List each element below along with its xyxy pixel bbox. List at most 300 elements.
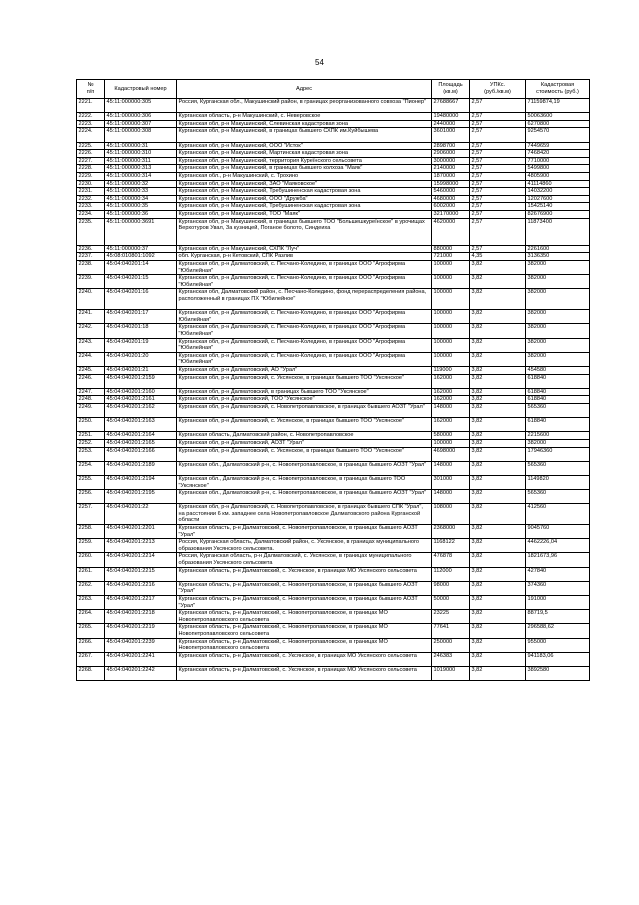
table-row bbox=[77, 142, 590, 150]
area-cell: 246383 bbox=[432, 652, 470, 666]
row-number-cell: 2247. bbox=[77, 388, 105, 396]
table-row bbox=[77, 504, 590, 525]
cadastral-value-cell: 50063600 bbox=[526, 113, 590, 121]
row-number-cell: 2258. bbox=[77, 525, 105, 539]
table-row bbox=[77, 638, 590, 652]
cadastral-value-cell: 382000 bbox=[526, 352, 590, 366]
table-row bbox=[77, 439, 590, 447]
row-number-cell: 2221. bbox=[77, 99, 105, 113]
address-cell: Курганская область, р-н Далматовский, с. Новопетропавловское, в границах МО Новопетропавловского сельсовета bbox=[177, 624, 432, 638]
address-cell: Курганская обл, р-н Далматовский, в границах бывшего ТОО "Уксянское" bbox=[177, 388, 432, 396]
table-row bbox=[77, 113, 590, 121]
row-number-cell: 2254. bbox=[77, 461, 105, 475]
cadastral-number-cell: 45:11:000000:37 bbox=[105, 245, 177, 253]
address-cell: Курганская обл, р-н Далматовский, с. Уксянское, в границах бывшего ТОО "Уксянское" bbox=[177, 374, 432, 388]
table-row bbox=[77, 275, 590, 289]
address-cell: Курганская область, р-н Далматовский, с. Новопетропавловское, в границах бывшего АОЗТ "Урал" bbox=[177, 596, 432, 610]
cadastral-value-cell: 618840 bbox=[526, 396, 590, 404]
row-number-cell: 2225. bbox=[77, 142, 105, 150]
table-header-row bbox=[77, 80, 590, 99]
row-number-cell: 2250. bbox=[77, 418, 105, 432]
upks-cell: 3,82 bbox=[470, 396, 526, 404]
upks-cell: 2,57 bbox=[470, 172, 526, 180]
row-number-cell: 2264. bbox=[77, 610, 105, 624]
upks-cell: 3,82 bbox=[470, 461, 526, 475]
cadastral-value-cell: 382000 bbox=[526, 275, 590, 289]
cadastral-value-cell: 618840 bbox=[526, 374, 590, 388]
row-number-cell: 2266. bbox=[77, 638, 105, 652]
address-cell: Курганская обл, р-н Далматовский, с. Песчано-Коледино, в границах ООО "Агрофирма "Юбилейная" bbox=[177, 324, 432, 338]
area-cell: 4680000 bbox=[432, 195, 470, 203]
area-cell: 98000 bbox=[432, 581, 470, 595]
row-number-cell: 2251. bbox=[77, 432, 105, 440]
cadastral-number-cell: 45:04:040201:2189 bbox=[105, 461, 177, 475]
area-cell: 77641 bbox=[432, 624, 470, 638]
table-row bbox=[77, 418, 590, 432]
area-cell: 2368000 bbox=[432, 525, 470, 539]
area-cell: 721000 bbox=[432, 253, 470, 261]
cadastral-value-cell: 71159874,19 bbox=[526, 99, 590, 113]
area-cell: 162000 bbox=[432, 418, 470, 432]
table-row bbox=[77, 180, 590, 188]
page-number: 54 bbox=[315, 58, 324, 67]
address-cell: Курганская область, р-н Далматовский, с. Новопетропавловское, в границах МО Новопетропавловского сельсовета bbox=[177, 638, 432, 652]
area-cell: 50000 bbox=[432, 596, 470, 610]
cadastral-value-cell: 618840 bbox=[526, 418, 590, 432]
cadastral-value-cell: 565360 bbox=[526, 490, 590, 504]
upks-cell: 2,57 bbox=[470, 245, 526, 253]
cadastral-number-cell: 45:11:000000:314 bbox=[105, 172, 177, 180]
area-cell: 100000 bbox=[432, 338, 470, 352]
address-cell: Курганская обл, р-н Далматовский, с. Песчано-Коледино, в границах ООО "Агрофирма Юбилейная" bbox=[177, 310, 432, 324]
table-row bbox=[77, 253, 590, 261]
address-cell: Курганская обл, р-н Макушинский, в границах бывшего ТОО "Большешкуреїнское" в урочищах Верхотуров Увал, За кузницей, Поганое болото, Синдеиха bbox=[177, 218, 432, 245]
upks-cell: 2,57 bbox=[470, 218, 526, 245]
table-row bbox=[77, 596, 590, 610]
row-number-cell: 2256. bbox=[77, 490, 105, 504]
address-cell: Курганская обл, р-н Далматовский, ТОО "Уксянское" bbox=[177, 396, 432, 404]
row-number-cell: 2268. bbox=[77, 666, 105, 680]
cadastral-number-cell: 45:04:040201:2162 bbox=[105, 403, 177, 417]
header-cadastral-value: Кадастровая стоимость (руб.) bbox=[526, 80, 590, 99]
address-cell: Курганская обл, р-н Макушинский, территория Куреїнского сельсовета bbox=[177, 157, 432, 165]
area-cell: 250000 bbox=[432, 638, 470, 652]
address-cell: Курганская обл, р-н Далматовский, с. Новопетропавловское, в границах бывшего СПК "Урал", на расстоянии 6 км. западнее села Новопетропавловское Далматовского района Курганской области bbox=[177, 504, 432, 525]
address-cell: Курганская обл, р-н Далматовский, с. Уксянское, в границах бывшего ТОО "Уксянское" bbox=[177, 418, 432, 432]
area-cell: 2140000 bbox=[432, 165, 470, 173]
cadastral-value-cell: 565360 bbox=[526, 461, 590, 475]
row-number-cell: 2222. bbox=[77, 113, 105, 121]
upks-cell: 3,82 bbox=[470, 638, 526, 652]
header-area: Площадь (кв.м) bbox=[432, 80, 470, 99]
cadastral-value-cell: 9045760 bbox=[526, 525, 590, 539]
cadastral-number-cell: 45:04:040201:22 bbox=[105, 504, 177, 525]
cadastral-value-cell: 427840 bbox=[526, 567, 590, 581]
table-row bbox=[77, 624, 590, 638]
upks-cell: 3,82 bbox=[470, 367, 526, 375]
row-number-cell: 2259. bbox=[77, 539, 105, 553]
cadastral-number-cell: 45:04:040201:2241 bbox=[105, 652, 177, 666]
address-cell: Курганская обл, р-н Далматовский, с. Уксянское, в границах бывшего ТОО "Уксянское" bbox=[177, 447, 432, 461]
row-number-cell: 2237. bbox=[77, 253, 105, 261]
table-row bbox=[77, 210, 590, 218]
cadastral-value-cell: 88719,5 bbox=[526, 610, 590, 624]
row-number-cell: 2248. bbox=[77, 396, 105, 404]
address-cell: Курганская обл, р-н Макушинский, в границах бывшего СХПК им.Куйбышева bbox=[177, 128, 432, 142]
area-cell: 4698000 bbox=[432, 447, 470, 461]
cadastral-number-cell: 45:04:040201:2219 bbox=[105, 624, 177, 638]
row-number-cell: 2253. bbox=[77, 447, 105, 461]
row-number-cell: 2262. bbox=[77, 581, 105, 595]
area-cell: 148000 bbox=[432, 490, 470, 504]
upks-cell: 2,57 bbox=[470, 128, 526, 142]
upks-cell: 2,57 bbox=[470, 180, 526, 188]
table-row bbox=[77, 374, 590, 388]
address-cell: Курганская обл, р-н Далматовский, с. Песчано-Коледино, в границах ООО "Агрофирма "Юбилейная" bbox=[177, 275, 432, 289]
address-cell: Россия, Курганская область, р-н Далматовский, с. Уксянское, в границах муниципального образования Уксянского сельсовета bbox=[177, 553, 432, 567]
upks-cell: 3,82 bbox=[470, 439, 526, 447]
area-cell: 100000 bbox=[432, 439, 470, 447]
table-row bbox=[77, 261, 590, 275]
area-cell: 2906000 bbox=[432, 150, 470, 158]
cadastral-number-cell: 45:11:000000:32 bbox=[105, 180, 177, 188]
table-row bbox=[77, 567, 590, 581]
table-row bbox=[77, 447, 590, 461]
cadastral-number-cell: 45:04:040201:20 bbox=[105, 352, 177, 366]
row-number-cell: 2231. bbox=[77, 188, 105, 196]
address-cell: Курганская обл, р-н Макушинский, в границах бывшего колхоза "Маяк" bbox=[177, 165, 432, 173]
area-cell: 148000 bbox=[432, 403, 470, 417]
address-cell: Курганская обл, р-н Далматовский, с. Песчано-Коледино, в границах ООО "Агрофирма "Юбилейная" bbox=[177, 261, 432, 275]
cadastral-number-cell: 45:04:040201:14 bbox=[105, 261, 177, 275]
cadastral-number-cell: 45:04:040201:2213 bbox=[105, 539, 177, 553]
table-row bbox=[77, 367, 590, 375]
area-cell: 108000 bbox=[432, 504, 470, 525]
table-row bbox=[77, 553, 590, 567]
area-cell: 1019000 bbox=[432, 666, 470, 680]
row-number-cell: 2239. bbox=[77, 275, 105, 289]
row-number-cell: 2260. bbox=[77, 553, 105, 567]
header-address: Адрес bbox=[177, 80, 432, 99]
upks-cell: 2,57 bbox=[470, 142, 526, 150]
upks-cell: 2,57 bbox=[470, 157, 526, 165]
upks-cell: 3,82 bbox=[470, 666, 526, 680]
row-number-cell: 2229. bbox=[77, 172, 105, 180]
cadastral-number-cell: 45:04:040201:2159 bbox=[105, 374, 177, 388]
cadastral-value-cell: 412560 bbox=[526, 504, 590, 525]
area-cell: 301000 bbox=[432, 475, 470, 489]
cadastral-number-cell: 45:11:000000:311 bbox=[105, 157, 177, 165]
row-number-cell: 2255. bbox=[77, 475, 105, 489]
upks-cell: 3,82 bbox=[470, 624, 526, 638]
table-row bbox=[77, 338, 590, 352]
row-number-cell: 2244. bbox=[77, 352, 105, 366]
table-body bbox=[77, 99, 590, 681]
table-row bbox=[77, 165, 590, 173]
cadastral-value-cell: 1821673,96 bbox=[526, 553, 590, 567]
upks-cell: 3,82 bbox=[470, 525, 526, 539]
table-row bbox=[77, 120, 590, 128]
upks-cell: 3,82 bbox=[470, 338, 526, 352]
upks-cell: 3,82 bbox=[470, 447, 526, 461]
area-cell: 6002000 bbox=[432, 203, 470, 211]
address-cell: Курганская область, р-н Далматовский, с. Новопетропавловское, в границах МО Новопетропавловского сельсовета bbox=[177, 610, 432, 624]
cadastral-number-cell: 45:08:010801:1092 bbox=[105, 253, 177, 261]
cadastral-value-cell: 374360 bbox=[526, 581, 590, 595]
cadastral-value-cell: 6270800 bbox=[526, 120, 590, 128]
cadastral-table bbox=[76, 79, 590, 681]
area-cell: 100000 bbox=[432, 352, 470, 366]
upks-cell: 3,82 bbox=[470, 374, 526, 388]
address-cell: Курганская обл, р-н Далматовский, с. Песчано-Коледино, в границах ООО "Агрофирма "Юбилейная" bbox=[177, 338, 432, 352]
area-cell: 23225 bbox=[432, 610, 470, 624]
upks-cell: 3,82 bbox=[470, 352, 526, 366]
table-row bbox=[77, 310, 590, 324]
area-cell: 27688667 bbox=[432, 99, 470, 113]
area-cell: 32170000 bbox=[432, 210, 470, 218]
cadastral-number-cell: 45:04:040201:21 bbox=[105, 367, 177, 375]
address-cell: Курганская обл, р-н Макушинский, ООО "Дружба" bbox=[177, 195, 432, 203]
address-cell: Курганская обл., р-н Макушинский, с. Трохино bbox=[177, 172, 432, 180]
table-row bbox=[77, 461, 590, 475]
table-row bbox=[77, 99, 590, 113]
row-number-cell: 2234. bbox=[77, 210, 105, 218]
cadastral-value-cell: 955000 bbox=[526, 638, 590, 652]
address-cell: Курганская обл, р-н Макушинский, СХПК "Луч" bbox=[177, 245, 432, 253]
address-cell: Курганская обл, р-н Макушинский, Мартинская кадастровая зона bbox=[177, 150, 432, 158]
area-cell: 119000 bbox=[432, 367, 470, 375]
address-cell: Курганская область, р-н Макушинский, с. Неверовское bbox=[177, 113, 432, 121]
table-row bbox=[77, 539, 590, 553]
row-number-cell: 2230. bbox=[77, 180, 105, 188]
address-cell: Курганская обл., Далматовский р-н, с. Новопетропавловское, в границах бывшего АОЗТ "Урал" bbox=[177, 490, 432, 504]
cadastral-number-cell: 45:11:000000:306 bbox=[105, 113, 177, 121]
upks-cell: 3,82 bbox=[470, 490, 526, 504]
address-cell: Курганская область, р-н Далматовский, с. Уксянское, в границах МО Уксянского сельсовета bbox=[177, 567, 432, 581]
upks-cell: 3,82 bbox=[470, 388, 526, 396]
address-cell: Курганская обл, р-н Далматовский, АО "Урал" bbox=[177, 367, 432, 375]
upks-cell: 3,82 bbox=[470, 275, 526, 289]
area-cell: 4620000 bbox=[432, 218, 470, 245]
cadastral-value-cell: 7449659 bbox=[526, 142, 590, 150]
upks-cell: 3,82 bbox=[470, 403, 526, 417]
address-cell: Курганская область, р-н Далматовский, с. Уксянское, в границах МО Уксянского сельсовета bbox=[177, 652, 432, 666]
cadastral-value-cell: 382000 bbox=[526, 310, 590, 324]
table-row bbox=[77, 666, 590, 680]
upks-cell: 3,82 bbox=[470, 652, 526, 666]
header-cadastral-number: Кадастровый номер bbox=[105, 80, 177, 99]
cadastral-value-cell: 382000 bbox=[526, 439, 590, 447]
upks-cell: 3,82 bbox=[470, 610, 526, 624]
cadastral-value-cell: 14032200 bbox=[526, 188, 590, 196]
table-row bbox=[77, 475, 590, 489]
area-cell: 2440000 bbox=[432, 120, 470, 128]
upks-cell: 3,82 bbox=[470, 261, 526, 275]
table-row bbox=[77, 403, 590, 417]
area-cell: 2898700 bbox=[432, 142, 470, 150]
table-row bbox=[77, 432, 590, 440]
cadastral-value-cell: 941183,06 bbox=[526, 652, 590, 666]
table-row bbox=[77, 289, 590, 310]
row-number-cell: 2233. bbox=[77, 203, 105, 211]
area-cell: 100000 bbox=[432, 261, 470, 275]
cadastral-value-cell: 17946360 bbox=[526, 447, 590, 461]
table-row bbox=[77, 218, 590, 245]
address-cell: Курганская область, р-н Далматовский, с. Новопетропавловское, в границах бывшего АОЗТ "Урал" bbox=[177, 581, 432, 595]
address-cell: Курганская обл, р-н Далматовский, с. Новопетропавловское, в границах бывшего АОЗТ "Урал" bbox=[177, 403, 432, 417]
cadastral-value-cell: 4805900 bbox=[526, 172, 590, 180]
cadastral-value-cell: 4462226,04 bbox=[526, 539, 590, 553]
row-number-cell: 2223. bbox=[77, 120, 105, 128]
cadastral-number-cell: 45:11:000000:308 bbox=[105, 128, 177, 142]
address-cell: Курганская область, р-н Далматовский, с. Уксянское, в границах МО Уксянского сельсовета bbox=[177, 666, 432, 680]
cadastral-number-cell: 45:11:000000:34 bbox=[105, 195, 177, 203]
cadastral-value-cell: 15425140 bbox=[526, 203, 590, 211]
address-cell: Курганская обл, р-н Макушинский, ТОО "Маяк" bbox=[177, 210, 432, 218]
cadastral-number-cell: 45:04:040201:2161 bbox=[105, 396, 177, 404]
cadastral-value-cell: 2215600 bbox=[526, 432, 590, 440]
cadastral-value-cell: 382000 bbox=[526, 324, 590, 338]
cadastral-number-cell: 45:04:040201:2164 bbox=[105, 432, 177, 440]
table-row bbox=[77, 652, 590, 666]
cadastral-number-cell: 45:04:040201:2165 bbox=[105, 439, 177, 447]
cadastral-number-cell: 45:11:000000:31 bbox=[105, 142, 177, 150]
cadastral-value-cell: 296588,62 bbox=[526, 624, 590, 638]
table-row bbox=[77, 581, 590, 595]
cadastral-number-cell: 45:11:000000:313 bbox=[105, 165, 177, 173]
address-cell: Курганская обл, р-н Макушинский, ООО "Исток" bbox=[177, 142, 432, 150]
table-row bbox=[77, 396, 590, 404]
upks-cell: 2,57 bbox=[470, 150, 526, 158]
area-cell: 162000 bbox=[432, 396, 470, 404]
area-cell: 880000 bbox=[432, 245, 470, 253]
cadastral-number-cell: 45:04:040201:19 bbox=[105, 338, 177, 352]
cadastral-value-cell: 618840 bbox=[526, 388, 590, 396]
row-number-cell: 2240. bbox=[77, 289, 105, 310]
address-cell: Курганская область, р-н Далматовский, с. Новопетропавловское, в границах бывшего АОЗТ "Урал" bbox=[177, 525, 432, 539]
area-cell: 100000 bbox=[432, 289, 470, 310]
area-cell: 1168122 bbox=[432, 539, 470, 553]
address-cell: Курганская обл, р-н Макушинский, Требушиненская кадастровая зона bbox=[177, 188, 432, 196]
area-cell: 1870000 bbox=[432, 172, 470, 180]
cadastral-value-cell: 12027600 bbox=[526, 195, 590, 203]
cadastral-number-cell: 45:04:040201:2166 bbox=[105, 447, 177, 461]
cadastral-number-cell: 45:04:040201:2195 bbox=[105, 490, 177, 504]
row-number-cell: 2249. bbox=[77, 403, 105, 417]
area-cell: 476878 bbox=[432, 553, 470, 567]
row-number-cell: 2246. bbox=[77, 374, 105, 388]
upks-cell: 2,57 bbox=[470, 195, 526, 203]
row-number-cell: 2238. bbox=[77, 261, 105, 275]
upks-cell: 3,82 bbox=[470, 475, 526, 489]
address-cell: Курганская обл, р-н Далматовский, с. Песчано-Коледино, в границах ООО "Агрофирма "Юбилейная" bbox=[177, 352, 432, 366]
cadastral-number-cell: 45:04:040201:2239 bbox=[105, 638, 177, 652]
table-row bbox=[77, 157, 590, 165]
area-cell: 5460000 bbox=[432, 188, 470, 196]
row-number-cell: 2236. bbox=[77, 245, 105, 253]
cadastral-number-cell: 45:04:040201:2218 bbox=[105, 610, 177, 624]
cadastral-number-cell: 45:04:040201:2194 bbox=[105, 475, 177, 489]
address-cell: обл. Курганская, р-н Кетовский, СПК Разлив bbox=[177, 253, 432, 261]
cadastral-value-cell: 2261600 bbox=[526, 245, 590, 253]
upks-cell: 2,57 bbox=[470, 203, 526, 211]
row-number-cell: 2242. bbox=[77, 324, 105, 338]
address-cell: Курганская обл, Далматовский район, с. Песчано-Коледино, фонд перераспределения района, расположенный в границах ПХ "Юбилейное" bbox=[177, 289, 432, 310]
area-cell: 112000 bbox=[432, 567, 470, 581]
upks-cell: 3,82 bbox=[470, 432, 526, 440]
upks-cell: 4,35 bbox=[470, 253, 526, 261]
cadastral-number-cell: 45:11:000000:305 bbox=[105, 99, 177, 113]
cadastral-number-cell: 45:04:040201:2215 bbox=[105, 567, 177, 581]
header-upks: УПКс. (руб./кв.м) bbox=[470, 80, 526, 99]
address-cell: Курганская область, Далматовский район, с. Новопетропавловское bbox=[177, 432, 432, 440]
area-cell: 15998000 bbox=[432, 180, 470, 188]
upks-cell: 2,57 bbox=[470, 165, 526, 173]
upks-cell: 2,57 bbox=[470, 99, 526, 113]
cadastral-value-cell: 9254570 bbox=[526, 128, 590, 142]
cadastral-number-cell: 45:04:040201:2214 bbox=[105, 553, 177, 567]
row-number-cell: 2226. bbox=[77, 150, 105, 158]
address-cell: Курганская обл, р-н Далматовский, АОЗТ "Урал" bbox=[177, 439, 432, 447]
area-cell: 100000 bbox=[432, 275, 470, 289]
cadastral-number-cell: 45:04:040201:2216 bbox=[105, 581, 177, 595]
cadastral-number-cell: 45:11:000000:3691 bbox=[105, 218, 177, 245]
cadastral-value-cell: 7468420 bbox=[526, 150, 590, 158]
cadastral-number-cell: 45:04:040201:2160 bbox=[105, 388, 177, 396]
cadastral-number-cell: 45:11:000000:307 bbox=[105, 120, 177, 128]
address-cell: Курганская обл, р-н Макушинский, Слевинская кадастровая зона bbox=[177, 120, 432, 128]
upks-cell: 3,82 bbox=[470, 310, 526, 324]
area-cell: 162000 bbox=[432, 388, 470, 396]
cadastral-number-cell: 45:04:040201:16 bbox=[105, 289, 177, 310]
cadastral-value-cell: 1149820 bbox=[526, 475, 590, 489]
table-row bbox=[77, 172, 590, 180]
row-number-cell: 2267. bbox=[77, 652, 105, 666]
upks-cell: 3,82 bbox=[470, 539, 526, 553]
upks-cell: 3,82 bbox=[470, 418, 526, 432]
area-cell: 3601000 bbox=[432, 128, 470, 142]
upks-cell: 3,82 bbox=[470, 553, 526, 567]
cadastral-number-cell: 45:11:000000:35 bbox=[105, 203, 177, 211]
cadastral-number-cell: 45:04:040201:2242 bbox=[105, 666, 177, 680]
table-row bbox=[77, 525, 590, 539]
upks-cell: 2,57 bbox=[470, 113, 526, 121]
cadastral-number-cell: 45:04:040201:2201 bbox=[105, 525, 177, 539]
cadastral-value-cell: 11873400 bbox=[526, 218, 590, 245]
row-number-cell: 2224. bbox=[77, 128, 105, 142]
area-cell: 100000 bbox=[432, 310, 470, 324]
cadastral-number-cell: 45:04:040201:17 bbox=[105, 310, 177, 324]
row-number-cell: 2257. bbox=[77, 504, 105, 525]
cadastral-number-cell: 45:04:040201:2163 bbox=[105, 418, 177, 432]
row-number-cell: 2227. bbox=[77, 157, 105, 165]
cadastral-number-cell: 45:04:040201:2217 bbox=[105, 596, 177, 610]
table-row bbox=[77, 195, 590, 203]
cadastral-value-cell: 382000 bbox=[526, 338, 590, 352]
area-cell: 3000000 bbox=[432, 157, 470, 165]
cadastral-value-cell: 7710000 bbox=[526, 157, 590, 165]
upks-cell: 2,57 bbox=[470, 210, 526, 218]
upks-cell: 3,82 bbox=[470, 289, 526, 310]
row-number-cell: 2245. bbox=[77, 367, 105, 375]
address-cell: Россия, Курганская область, Далматовский район, с. Уксянское, в границах муниципального образования Уксянского сельсовета. bbox=[177, 539, 432, 553]
row-number-cell: 2243. bbox=[77, 338, 105, 352]
table-row bbox=[77, 324, 590, 338]
row-number-cell: 2235. bbox=[77, 218, 105, 245]
row-number-cell: 2263. bbox=[77, 596, 105, 610]
table-row bbox=[77, 150, 590, 158]
cadastral-value-cell: 454580 bbox=[526, 367, 590, 375]
